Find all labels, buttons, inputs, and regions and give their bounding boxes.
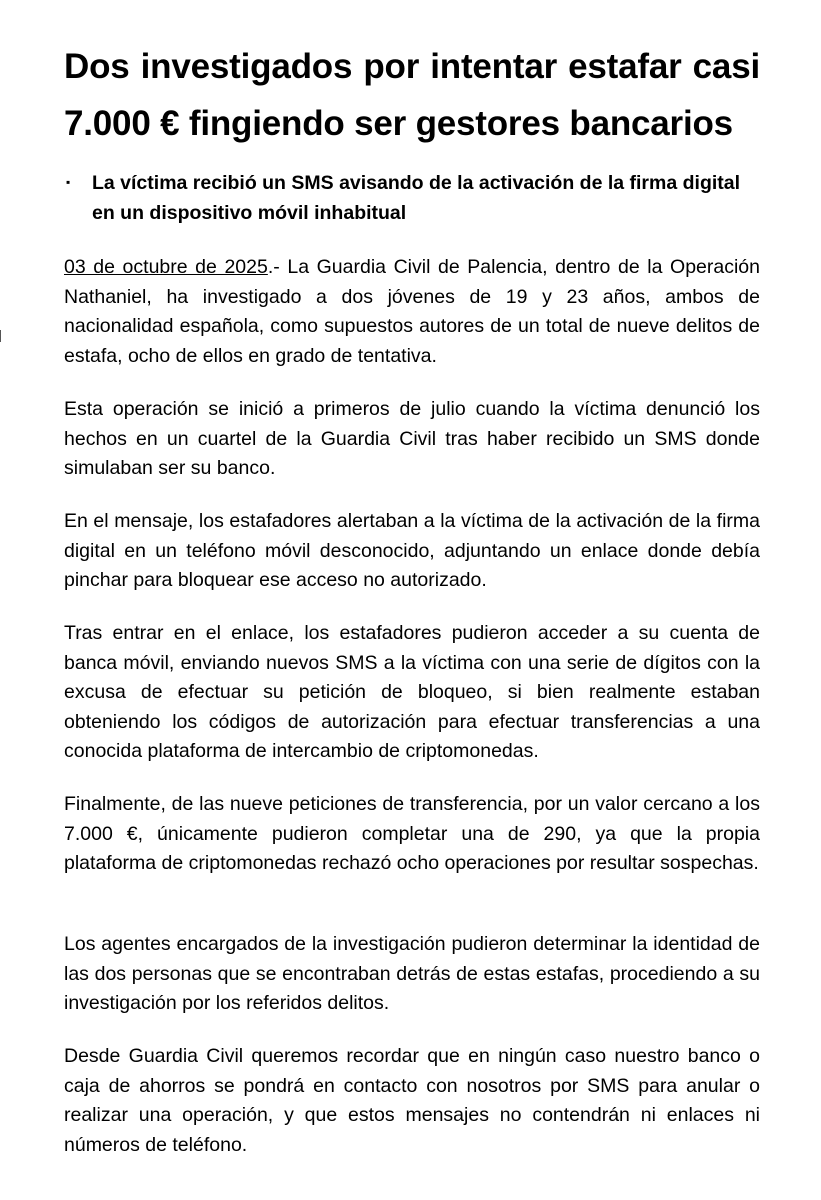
paragraph-6: Los agentes encargados de la investigación pudieron determinar la identidad de las dos personas que se encontraban detrás de estas estafas, procediendo a su investigación por los referidos delitos.	[64, 933, 760, 1014]
paragraph-5: Finalmente, de las nueve peticiones de transferencia, por un valor cercano a los 7.000 €, únicamente pudieron completar una de 290, ya que la propia plataforma de criptomonedas rechazó ocho operaciones por resultar sospechas.	[64, 793, 760, 874]
margin-mark	[0, 330, 1, 342]
paragraph-4: Tras entrar en el enlace, los estafadores pudieron acceder a su cuenta de banca móvil, enviando nuevos SMS a la víctima con una serie de dígitos con la excusa de efectuar su petición de bloqueo, si bien realmente estaban obteniendo los códigos de autorización para efectuar transferencias a una conocida plataforma de intercambio de criptomonedas.	[64, 622, 760, 762]
paragraph-3: En el mensaje, los estafadores alertaban a la víctima de la activación de la firma digital en un teléfono móvil desconocido, adjuntando un enlace donde debía pinchar para bloquear ese acceso no autorizado.	[64, 510, 760, 591]
intro-text: .- La Guardia Civil de Palencia, dentro de la Operación Nathaniel, ha investigado a dos jóvenes de 19 y 23 años, ambos de nacionalidad española, como supuestos autores de un total de nueve delitos de estafa, ocho de ellos en grado de tentativa.	[64, 256, 760, 367]
subheadline: La víctima recibió un SMS avisando de la activación de la firma digital en un dispositivo móvil inhabitual	[92, 172, 741, 224]
paragraph-7: Desde Guardia Civil queremos recordar que en ningún caso nuestro banco o caja de ahorros se pondrá en contacto con nosotros por SMS para anular o realizar una operación, y que estos mensajes no contendrán ni enlaces ni números de teléfono.	[64, 1045, 760, 1156]
headline: Dos investigados por intentar estafar casi 7.000 € fingiendo ser gestores bancarios	[64, 47, 760, 143]
dateline: 03 de octubre de 2025	[64, 256, 268, 278]
paragraph-intro	[64, 253, 760, 371]
square-bullet-icon: ▪	[66, 175, 71, 189]
paragraph-2: Esta operación se inició a primeros de julio cuando la víctima denunció los hechos en un cuartel de la Guardia Civil tras haber recibido un SMS donde simulaban ser su banco.	[64, 398, 760, 479]
